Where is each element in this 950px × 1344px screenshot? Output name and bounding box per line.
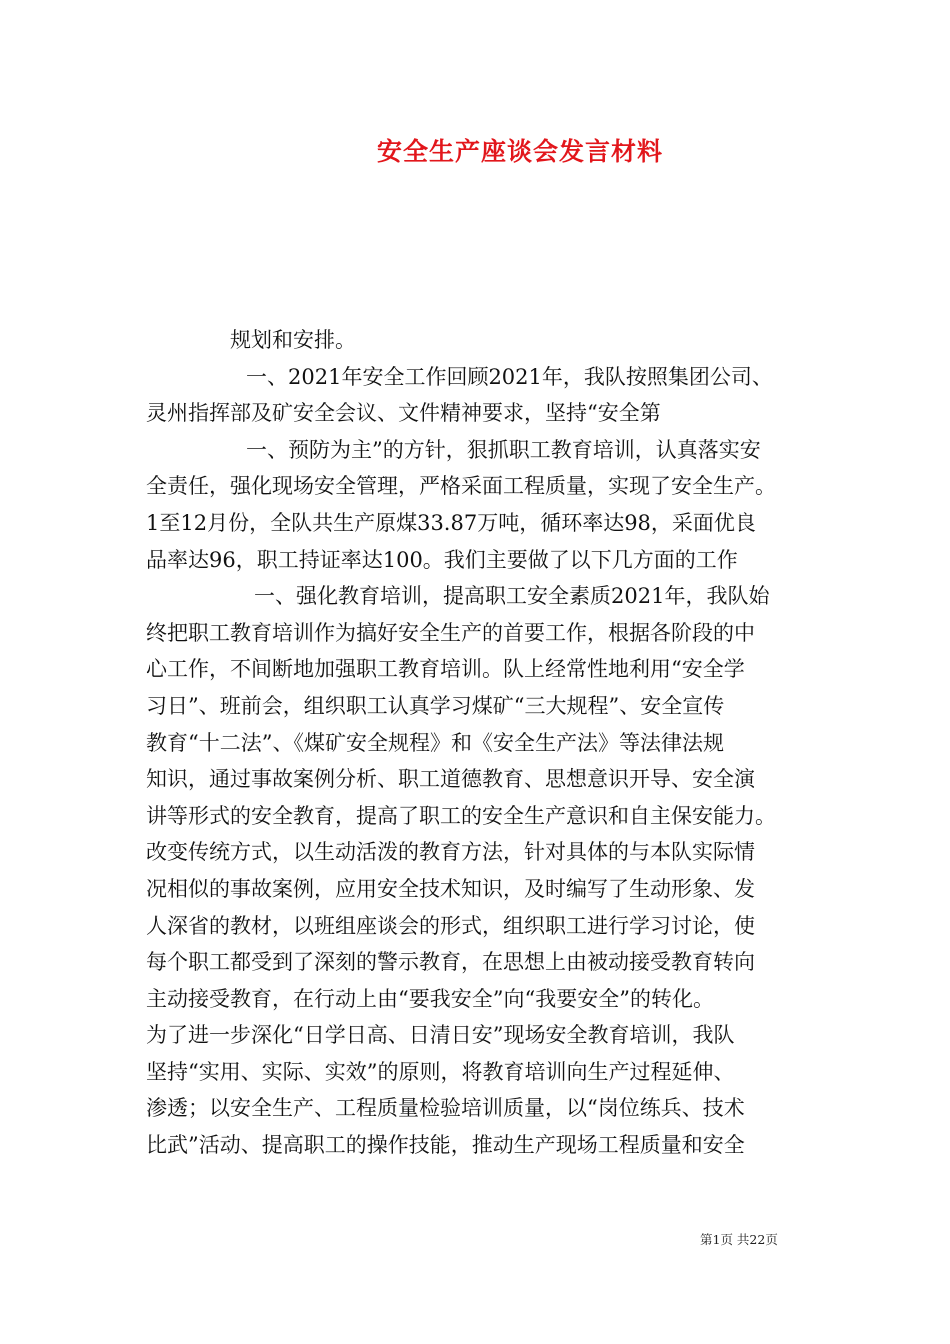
body-line: 灵州指挥部及矿安全会议、文件精神要求，坚持“安全第	[146, 401, 661, 426]
body-line: 为了进一步深化“日学日高、日清日安”现场安全教育培训，我队	[146, 1023, 735, 1048]
document-title: 安全生产座谈会发言材料	[376, 137, 663, 166]
body-line: 心工作，不间断地加强职工教育培训。队上经常性地利用“安全学	[146, 657, 745, 682]
body-line: 况相似的事故案例，应用安全技术知识，及时编写了生动形象、发	[146, 876, 755, 901]
body-line: 比武”活动、提高职工的操作技能，推动生产现场工程质量和安全	[146, 1133, 745, 1158]
body-line: 教育“十二法”、《煤矿安全规程》和《安全生产法》等法律法规	[146, 730, 724, 755]
body-line: 品率达96，职工持证率达100。我们主要做了以下几方面的工作	[146, 547, 738, 572]
body-line: 一、预防为主”的方针，狠抓职工教育培训，认真落实安	[246, 437, 761, 462]
body-line: 讲等形式的安全教育，提高了职工的安全生产意识和自主保安能力。	[146, 803, 776, 828]
body-line: 一、强化教育培训，提高职工安全素质2021年，我队始	[254, 584, 770, 609]
body-line: 知识，通过事故案例分析、职工道德教育、思想意识开导、安全演	[146, 767, 755, 792]
page-number: 第1页 共22页	[700, 1232, 778, 1247]
body-line: 渗透；以安全生产、工程质量检验培训质量，以“岗位练兵、技术	[146, 1096, 745, 1121]
body-line: 人深省的教材，以班组座谈会的形式，组织职工进行学习讨论，使	[146, 913, 755, 938]
body-line: 规划和安排。	[230, 328, 356, 352]
body-line: 坚持“实用、实际、实效”的原则，将教育培训向生产过程延伸、	[146, 1059, 735, 1084]
body-line: 每个职工都受到了深刻的警示教育，在思想上由被动接受教育转向	[146, 950, 755, 975]
document-body	[146, 322, 810, 1164]
body-line: 一、2021年安全工作回顾2021年，我队按照集团公司、	[246, 364, 773, 389]
body-line: 习日”、班前会，组织职工认真学习煤矿“三大规程”、安全宣传	[146, 693, 725, 718]
body-line: 改变传统方式，以生动活泼的教育方法，针对具体的与本队实际情	[146, 840, 755, 865]
body-line: 全责任，强化现场安全管理，严格采面工程质量，实现了安全生产。	[146, 474, 776, 499]
body-line: 终把职工教育培训作为搞好安全生产的首要工作，根据各阶段的中	[146, 620, 755, 645]
body-line: 1至12月份，全队共生产原煤33.87万吨，循环率达98，采面优良	[146, 510, 756, 535]
body-line: 主动接受教育，在行动上由“要我安全”向“我要安全”的转化。	[146, 986, 714, 1011]
